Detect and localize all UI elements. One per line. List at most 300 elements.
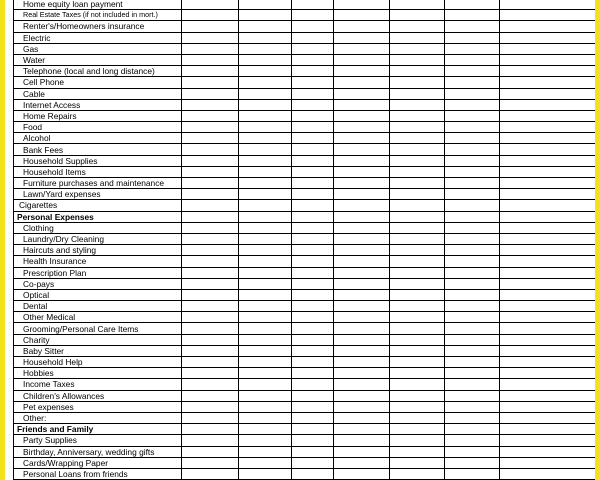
amount-cell[interactable] [445,312,500,323]
amount-cell[interactable] [500,155,596,166]
amount-cell[interactable] [182,178,239,189]
amount-cell[interactable] [445,424,500,435]
amount-cell[interactable] [334,99,390,110]
amount-cell[interactable] [334,289,390,300]
amount-cell[interactable] [182,43,239,54]
amount-cell[interactable] [334,379,390,390]
amount-cell[interactable] [239,357,292,368]
amount-cell[interactable] [390,401,445,412]
amount-cell[interactable] [334,468,390,479]
amount-cell[interactable] [292,424,334,435]
amount-cell[interactable] [445,379,500,390]
amount-cell[interactable] [390,446,445,457]
amount-cell[interactable] [182,10,239,21]
amount-cell[interactable] [182,211,239,222]
amount-cell[interactable] [500,211,596,222]
amount-cell[interactable] [445,66,500,77]
amount-cell[interactable] [500,401,596,412]
amount-cell[interactable] [182,133,239,144]
amount-cell[interactable] [445,345,500,356]
amount-cell[interactable] [500,166,596,177]
amount-cell[interactable] [334,245,390,256]
amount-cell[interactable] [500,10,596,21]
amount-cell[interactable] [390,379,445,390]
amount-cell[interactable] [334,77,390,88]
amount-cell[interactable] [334,122,390,133]
amount-cell[interactable] [390,144,445,155]
amount-cell[interactable] [182,245,239,256]
amount-cell[interactable] [239,312,292,323]
amount-cell[interactable] [182,267,239,278]
amount-cell[interactable] [292,200,334,211]
amount-cell[interactable] [292,10,334,21]
amount-cell[interactable] [445,222,500,233]
amount-cell[interactable] [334,357,390,368]
amount-cell[interactable] [500,178,596,189]
amount-cell[interactable] [390,233,445,244]
amount-cell[interactable] [390,368,445,379]
amount-cell[interactable] [239,424,292,435]
amount-cell[interactable] [239,189,292,200]
amount-cell[interactable] [239,468,292,479]
amount-cell[interactable] [182,0,239,10]
amount-cell[interactable] [292,401,334,412]
amount-cell[interactable] [182,256,239,267]
amount-cell[interactable] [390,32,445,43]
amount-cell[interactable] [239,379,292,390]
amount-cell[interactable] [500,267,596,278]
amount-cell[interactable] [292,357,334,368]
amount-cell[interactable] [390,256,445,267]
amount-cell[interactable] [292,32,334,43]
amount-cell[interactable] [445,133,500,144]
amount-cell[interactable] [390,301,445,312]
amount-cell[interactable] [445,110,500,121]
amount-cell[interactable] [445,357,500,368]
amount-cell[interactable] [500,289,596,300]
amount-cell[interactable] [390,267,445,278]
amount-cell[interactable] [334,200,390,211]
amount-cell[interactable] [182,357,239,368]
amount-cell[interactable] [334,189,390,200]
amount-cell[interactable] [500,301,596,312]
amount-cell[interactable] [334,0,390,10]
amount-cell[interactable] [500,457,596,468]
amount-cell[interactable] [500,99,596,110]
amount-cell[interactable] [445,77,500,88]
amount-cell[interactable] [445,10,500,21]
amount-cell[interactable] [445,189,500,200]
amount-cell[interactable] [390,166,445,177]
amount-cell[interactable] [334,446,390,457]
amount-cell[interactable] [182,334,239,345]
amount-cell[interactable] [445,278,500,289]
amount-cell[interactable] [182,368,239,379]
amount-cell[interactable] [334,233,390,244]
amount-cell[interactable] [182,379,239,390]
amount-cell[interactable] [390,357,445,368]
amount-cell[interactable] [239,401,292,412]
amount-cell[interactable] [390,412,445,423]
amount-cell[interactable] [334,412,390,423]
amount-cell[interactable] [334,211,390,222]
amount-cell[interactable] [500,32,596,43]
amount-cell[interactable] [239,0,292,10]
amount-cell[interactable] [182,21,239,32]
amount-cell[interactable] [334,133,390,144]
amount-cell[interactable] [182,468,239,479]
amount-cell[interactable] [334,66,390,77]
amount-cell[interactable] [500,357,596,368]
amount-cell[interactable] [334,323,390,334]
amount-cell[interactable] [500,122,596,133]
amount-cell[interactable] [239,178,292,189]
amount-cell[interactable] [500,77,596,88]
amount-cell[interactable] [239,222,292,233]
amount-cell[interactable] [334,390,390,401]
amount-cell[interactable] [292,133,334,144]
amount-cell[interactable] [239,390,292,401]
amount-cell[interactable] [334,222,390,233]
amount-cell[interactable] [500,54,596,65]
amount-cell[interactable] [182,77,239,88]
amount-cell[interactable] [334,457,390,468]
amount-cell[interactable] [334,43,390,54]
amount-cell[interactable] [390,323,445,334]
amount-cell[interactable] [390,222,445,233]
amount-cell[interactable] [239,323,292,334]
amount-cell[interactable] [334,278,390,289]
amount-cell[interactable] [500,312,596,323]
amount-cell[interactable] [445,323,500,334]
amount-cell[interactable] [390,0,445,10]
amount-cell[interactable] [445,446,500,457]
amount-cell[interactable] [182,110,239,121]
amount-cell[interactable] [239,32,292,43]
amount-cell[interactable] [292,256,334,267]
amount-cell[interactable] [390,21,445,32]
amount-cell[interactable] [334,424,390,435]
amount-cell[interactable] [292,379,334,390]
amount-cell[interactable] [390,189,445,200]
amount-cell[interactable] [334,334,390,345]
amount-cell[interactable] [292,446,334,457]
amount-cell[interactable] [239,10,292,21]
amount-cell[interactable] [334,32,390,43]
amount-cell[interactable] [239,66,292,77]
amount-cell[interactable] [334,256,390,267]
amount-cell[interactable] [239,77,292,88]
amount-cell[interactable] [334,166,390,177]
amount-cell[interactable] [500,412,596,423]
amount-cell[interactable] [292,222,334,233]
amount-cell[interactable] [239,155,292,166]
amount-cell[interactable] [390,390,445,401]
amount-cell[interactable] [334,401,390,412]
amount-cell[interactable] [182,200,239,211]
amount-cell[interactable] [445,155,500,166]
amount-cell[interactable] [292,345,334,356]
amount-cell[interactable] [445,245,500,256]
amount-cell[interactable] [182,54,239,65]
amount-cell[interactable] [239,99,292,110]
amount-cell[interactable] [500,133,596,144]
amount-cell[interactable] [292,233,334,244]
amount-cell[interactable] [292,144,334,155]
amount-cell[interactable] [292,211,334,222]
amount-cell[interactable] [390,468,445,479]
amount-cell[interactable] [292,155,334,166]
amount-cell[interactable] [390,88,445,99]
amount-cell[interactable] [500,189,596,200]
amount-cell[interactable] [239,245,292,256]
amount-cell[interactable] [182,66,239,77]
amount-cell[interactable] [445,43,500,54]
amount-cell[interactable] [182,457,239,468]
amount-cell[interactable] [445,21,500,32]
amount-cell[interactable] [445,32,500,43]
amount-cell[interactable] [292,312,334,323]
amount-cell[interactable] [182,278,239,289]
amount-cell[interactable] [182,424,239,435]
amount-cell[interactable] [292,368,334,379]
amount-cell[interactable] [182,345,239,356]
amount-cell[interactable] [390,133,445,144]
amount-cell[interactable] [292,289,334,300]
amount-cell[interactable] [292,0,334,10]
amount-cell[interactable] [292,390,334,401]
amount-cell[interactable] [500,323,596,334]
amount-cell[interactable] [390,155,445,166]
amount-cell[interactable] [292,99,334,110]
amount-cell[interactable] [334,21,390,32]
amount-cell[interactable] [500,256,596,267]
amount-cell[interactable] [334,345,390,356]
amount-cell[interactable] [182,401,239,412]
amount-cell[interactable] [182,32,239,43]
amount-cell[interactable] [445,334,500,345]
amount-cell[interactable] [182,412,239,423]
amount-cell[interactable] [390,345,445,356]
amount-cell[interactable] [445,211,500,222]
amount-cell[interactable] [500,88,596,99]
amount-cell[interactable] [239,122,292,133]
amount-cell[interactable] [334,267,390,278]
amount-cell[interactable] [334,178,390,189]
amount-cell[interactable] [334,144,390,155]
amount-cell[interactable] [390,54,445,65]
amount-cell[interactable] [239,412,292,423]
amount-cell[interactable] [182,289,239,300]
amount-cell[interactable] [239,256,292,267]
amount-cell[interactable] [292,66,334,77]
amount-cell[interactable] [445,435,500,446]
amount-cell[interactable] [500,446,596,457]
amount-cell[interactable] [445,301,500,312]
amount-cell[interactable] [390,122,445,133]
amount-cell[interactable] [390,457,445,468]
amount-cell[interactable] [239,446,292,457]
amount-cell[interactable] [445,267,500,278]
amount-cell[interactable] [334,10,390,21]
amount-cell[interactable] [292,88,334,99]
amount-cell[interactable] [445,457,500,468]
amount-cell[interactable] [292,54,334,65]
amount-cell[interactable] [239,110,292,121]
amount-cell[interactable] [334,435,390,446]
amount-cell[interactable] [239,144,292,155]
amount-cell[interactable] [445,122,500,133]
amount-cell[interactable] [390,435,445,446]
amount-cell[interactable] [445,412,500,423]
amount-cell[interactable] [500,43,596,54]
amount-cell[interactable] [500,222,596,233]
amount-cell[interactable] [445,289,500,300]
amount-cell[interactable] [292,21,334,32]
amount-cell[interactable] [445,166,500,177]
amount-cell[interactable] [292,267,334,278]
amount-cell[interactable] [239,166,292,177]
amount-cell[interactable] [292,77,334,88]
amount-cell[interactable] [500,21,596,32]
amount-cell[interactable] [182,446,239,457]
amount-cell[interactable] [239,21,292,32]
amount-cell[interactable] [182,166,239,177]
amount-cell[interactable] [445,54,500,65]
amount-cell[interactable] [292,43,334,54]
amount-cell[interactable] [445,88,500,99]
amount-cell[interactable] [500,345,596,356]
amount-cell[interactable] [292,435,334,446]
amount-cell[interactable] [239,43,292,54]
amount-cell[interactable] [239,457,292,468]
amount-cell[interactable] [239,267,292,278]
amount-cell[interactable] [292,278,334,289]
amount-cell[interactable] [182,222,239,233]
amount-cell[interactable] [334,54,390,65]
amount-cell[interactable] [500,368,596,379]
amount-cell[interactable] [500,144,596,155]
amount-cell[interactable] [390,424,445,435]
amount-cell[interactable] [445,99,500,110]
amount-cell[interactable] [292,110,334,121]
amount-cell[interactable] [445,468,500,479]
amount-cell[interactable] [445,368,500,379]
amount-cell[interactable] [445,233,500,244]
amount-cell[interactable] [182,122,239,133]
amount-cell[interactable] [239,54,292,65]
amount-cell[interactable] [182,144,239,155]
amount-cell[interactable] [239,233,292,244]
amount-cell[interactable] [182,312,239,323]
amount-cell[interactable] [500,110,596,121]
amount-cell[interactable] [292,457,334,468]
amount-cell[interactable] [239,133,292,144]
amount-cell[interactable] [292,189,334,200]
amount-cell[interactable] [334,88,390,99]
amount-cell[interactable] [500,379,596,390]
amount-cell[interactable] [239,334,292,345]
amount-cell[interactable] [292,178,334,189]
amount-cell[interactable] [182,99,239,110]
amount-cell[interactable] [445,200,500,211]
amount-cell[interactable] [390,99,445,110]
amount-cell[interactable] [445,401,500,412]
amount-cell[interactable] [390,66,445,77]
amount-cell[interactable] [239,345,292,356]
amount-cell[interactable] [334,312,390,323]
amount-cell[interactable] [390,211,445,222]
amount-cell[interactable] [239,368,292,379]
amount-cell[interactable] [334,301,390,312]
amount-cell[interactable] [182,301,239,312]
amount-cell[interactable] [182,88,239,99]
amount-cell[interactable] [292,468,334,479]
amount-cell[interactable] [292,122,334,133]
amount-cell[interactable] [500,390,596,401]
amount-cell[interactable] [182,435,239,446]
amount-cell[interactable] [292,323,334,334]
amount-cell[interactable] [239,289,292,300]
amount-cell[interactable] [390,334,445,345]
amount-cell[interactable] [500,0,596,10]
amount-cell[interactable] [445,144,500,155]
amount-cell[interactable] [239,211,292,222]
amount-cell[interactable] [239,278,292,289]
amount-cell[interactable] [500,468,596,479]
amount-cell[interactable] [445,0,500,10]
amount-cell[interactable] [390,10,445,21]
amount-cell[interactable] [292,245,334,256]
amount-cell[interactable] [500,233,596,244]
amount-cell[interactable] [334,110,390,121]
amount-cell[interactable] [182,233,239,244]
amount-cell[interactable] [390,245,445,256]
amount-cell[interactable] [500,200,596,211]
amount-cell[interactable] [182,323,239,334]
amount-cell[interactable] [445,256,500,267]
amount-cell[interactable] [445,390,500,401]
amount-cell[interactable] [500,278,596,289]
amount-cell[interactable] [390,200,445,211]
amount-cell[interactable] [182,390,239,401]
amount-cell[interactable] [500,424,596,435]
amount-cell[interactable] [334,368,390,379]
amount-cell[interactable] [390,77,445,88]
amount-cell[interactable] [445,178,500,189]
amount-cell[interactable] [390,110,445,121]
amount-cell[interactable] [390,178,445,189]
amount-cell[interactable] [239,435,292,446]
amount-cell[interactable] [182,189,239,200]
amount-cell[interactable] [239,200,292,211]
amount-cell[interactable] [390,312,445,323]
amount-cell[interactable] [500,334,596,345]
amount-cell[interactable] [334,155,390,166]
amount-cell[interactable] [390,43,445,54]
amount-cell[interactable] [292,301,334,312]
amount-cell[interactable] [239,301,292,312]
amount-cell[interactable] [182,155,239,166]
amount-cell[interactable] [500,245,596,256]
amount-cell[interactable] [500,66,596,77]
amount-cell[interactable] [390,278,445,289]
amount-cell[interactable] [292,412,334,423]
amount-cell[interactable] [500,435,596,446]
amount-cell[interactable] [292,334,334,345]
amount-cell[interactable] [292,166,334,177]
amount-cell[interactable] [390,289,445,300]
